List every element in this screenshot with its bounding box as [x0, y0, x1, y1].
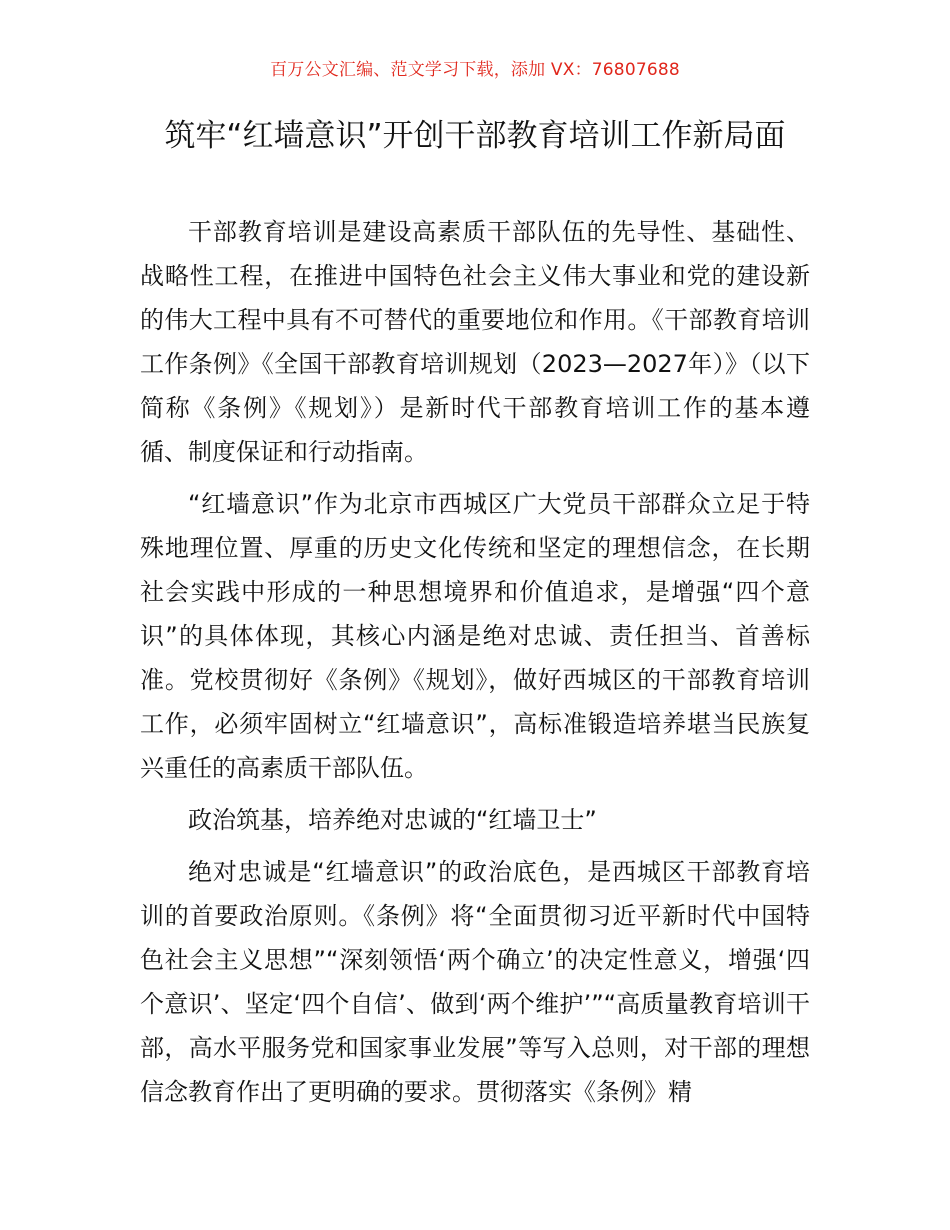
paragraph-red-wall-awareness: “红墙意识”作为北京市西城区广大党员干部群众立足于特殊地理位置、厚重的历史文化传统和坚定的理想信念，在长期社会实践中形成的一种思想境界和价值追求，是增强“四个意识”的具体体现，其核心内涵是绝对忠诚、责任担当、首善标准。党校贯彻好《条例》《规划》，做好西城区的干部教育培训工作，必须牢固树立“红墙意识”，高标准锻造培养堪当民族复兴重任的高素质干部队伍。	[140, 490, 810, 782]
paragraph-absolute-loyalty: 绝对忠诚是“红墙意识”的政治底色，是西城区干部教育培训的首要政治原则。《条例》将“全面贯彻习近平新时代中国特色社会主义思想”“深刻领悟‘两个确立’的决定性意义，增强‘四个意识’、坚定‘四个自信’、做到‘两个维护’”“高质量教育培训干部，高水平服务党和国家事业发展”等写入总则，对干部的理想信念教育作出了更明确的要求。贯彻落实《条例》精	[140, 858, 810, 1106]
document-title: 筑牢“红墙意识”开创干部教育培训工作新局面	[164, 118, 786, 154]
paragraph-intro: 干部教育培训是建设高素质干部队伍的先导性、基础性、战略性工程，在推进中国特色社会主义伟大事业和党的建设新的伟大工程中具有不可替代的重要地位和作用。《干部教育培训工作条例》《全国干部教育培训规划（2023—2027年）》（以下简称《条例》《规划》）是新时代干部教育培训工作的基本遵循、制度保证和行动指南。	[140, 218, 810, 466]
section-heading-political-foundation: 政治筑基，培养绝对忠诚的“红墙卫士”	[188, 806, 597, 834]
header-watermark-note: 百万公文汇编、范文学习下载，添加 VX：76807688	[270, 60, 680, 80]
document-body	[140, 210, 810, 1122]
